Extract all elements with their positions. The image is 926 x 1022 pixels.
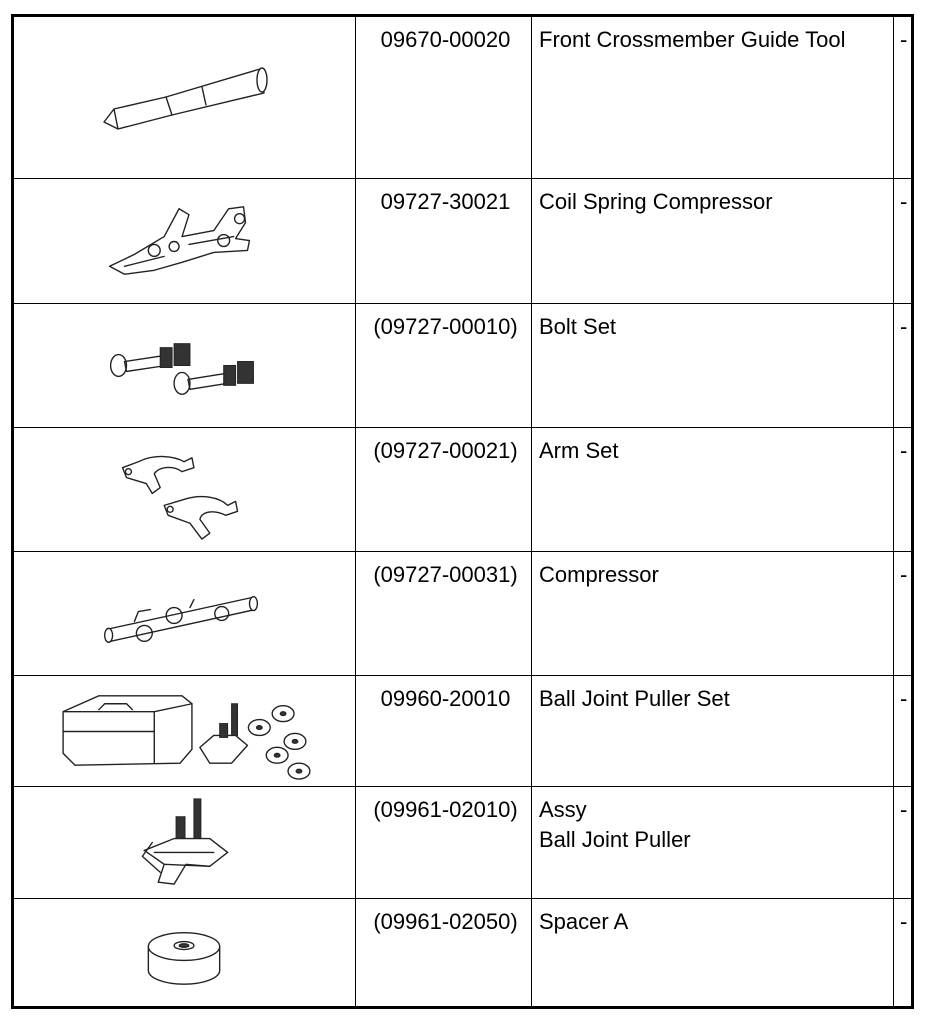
special-service-tools-table <box>11 14 914 1009</box>
guide-tool-icon <box>14 17 356 178</box>
ball-joint-puller-set-icon <box>14 676 356 786</box>
part-number: (09727-00021) <box>373 438 518 463</box>
arm-set-icon <box>14 428 356 551</box>
illustration-cell <box>14 552 356 675</box>
tool-name <box>539 187 773 217</box>
table-row <box>14 17 911 178</box>
tool-name <box>539 312 616 342</box>
note: - <box>900 314 908 339</box>
note-cell <box>894 179 911 303</box>
illustration-cell <box>14 304 356 427</box>
tool-name <box>539 560 659 590</box>
note: - <box>900 27 908 52</box>
bolt-set-icon <box>14 304 356 427</box>
part-number-cell <box>356 552 532 675</box>
note-cell <box>894 304 911 427</box>
coil-spring-compressor-icon <box>14 179 356 303</box>
part-number-cell <box>356 899 532 1006</box>
illustration-cell <box>14 899 356 1006</box>
table-row <box>14 178 911 303</box>
note: - <box>900 909 908 934</box>
part-number: (09961-02010) <box>373 797 518 822</box>
tool-name <box>539 25 846 55</box>
part-number: 09727-30021 <box>380 189 511 214</box>
note-cell <box>894 552 911 675</box>
part-number-cell <box>356 179 532 303</box>
tool-name-line: Coil Spring Compressor <box>539 189 773 214</box>
part-number-cell <box>356 428 532 551</box>
note: - <box>900 797 908 822</box>
note-cell <box>894 899 911 1006</box>
tool-name <box>539 684 730 714</box>
tool-name <box>539 436 618 466</box>
tool-name-cell <box>532 899 894 1006</box>
tool-name-line: Bolt Set <box>539 314 617 339</box>
part-number-cell <box>356 787 532 898</box>
tool-name-line: Front Crossmember Guide Tool <box>539 27 846 52</box>
table-row <box>14 551 911 675</box>
note: - <box>900 438 908 463</box>
table-row <box>14 898 911 1006</box>
spacer-icon <box>14 899 356 1006</box>
tool-name <box>539 795 691 855</box>
note: - <box>900 562 908 587</box>
note: - <box>900 686 908 711</box>
part-number-cell <box>356 676 532 786</box>
tool-name-line: Spacer A <box>539 909 629 934</box>
illustration-cell <box>14 428 356 551</box>
part-number: (09727-00031) <box>373 562 518 587</box>
tool-name-cell <box>532 428 894 551</box>
tool-name-line: Assy <box>539 797 587 822</box>
part-number-cell <box>356 17 532 178</box>
tool-name <box>539 907 628 937</box>
tool-name-cell <box>532 552 894 675</box>
tool-name-cell <box>532 676 894 786</box>
part-number: 09670-00020 <box>380 27 511 52</box>
illustration-cell <box>14 17 356 178</box>
tool-name-line: Ball Joint Puller Set <box>539 686 730 711</box>
note-cell <box>894 428 911 551</box>
tool-name-line: Ball Joint Puller <box>539 827 691 852</box>
note-cell <box>894 787 911 898</box>
note-cell <box>894 676 911 786</box>
compressor-icon <box>14 552 356 675</box>
part-number: 09960-20010 <box>380 686 511 711</box>
note-cell <box>894 17 911 178</box>
spacer-icon <box>248 706 309 779</box>
illustration-cell <box>14 787 356 898</box>
tool-name-line: Arm Set <box>539 438 619 463</box>
tool-name-cell <box>532 17 894 178</box>
tool-name-cell <box>532 179 894 303</box>
table-row <box>14 427 911 551</box>
ball-joint-puller-icon <box>14 787 356 898</box>
part-number-cell <box>356 304 532 427</box>
illustration-cell <box>14 676 356 786</box>
note: - <box>900 189 908 214</box>
tool-name-cell <box>532 304 894 427</box>
tool-name-cell <box>532 787 894 898</box>
illustration-cell <box>14 179 356 303</box>
part-number: (09961-02050) <box>373 909 518 934</box>
tool-name-line: Compressor <box>539 562 659 587</box>
part-number: (09727-00010) <box>373 314 518 339</box>
table-row <box>14 675 911 786</box>
table-row <box>14 303 911 427</box>
table-row <box>14 786 911 898</box>
